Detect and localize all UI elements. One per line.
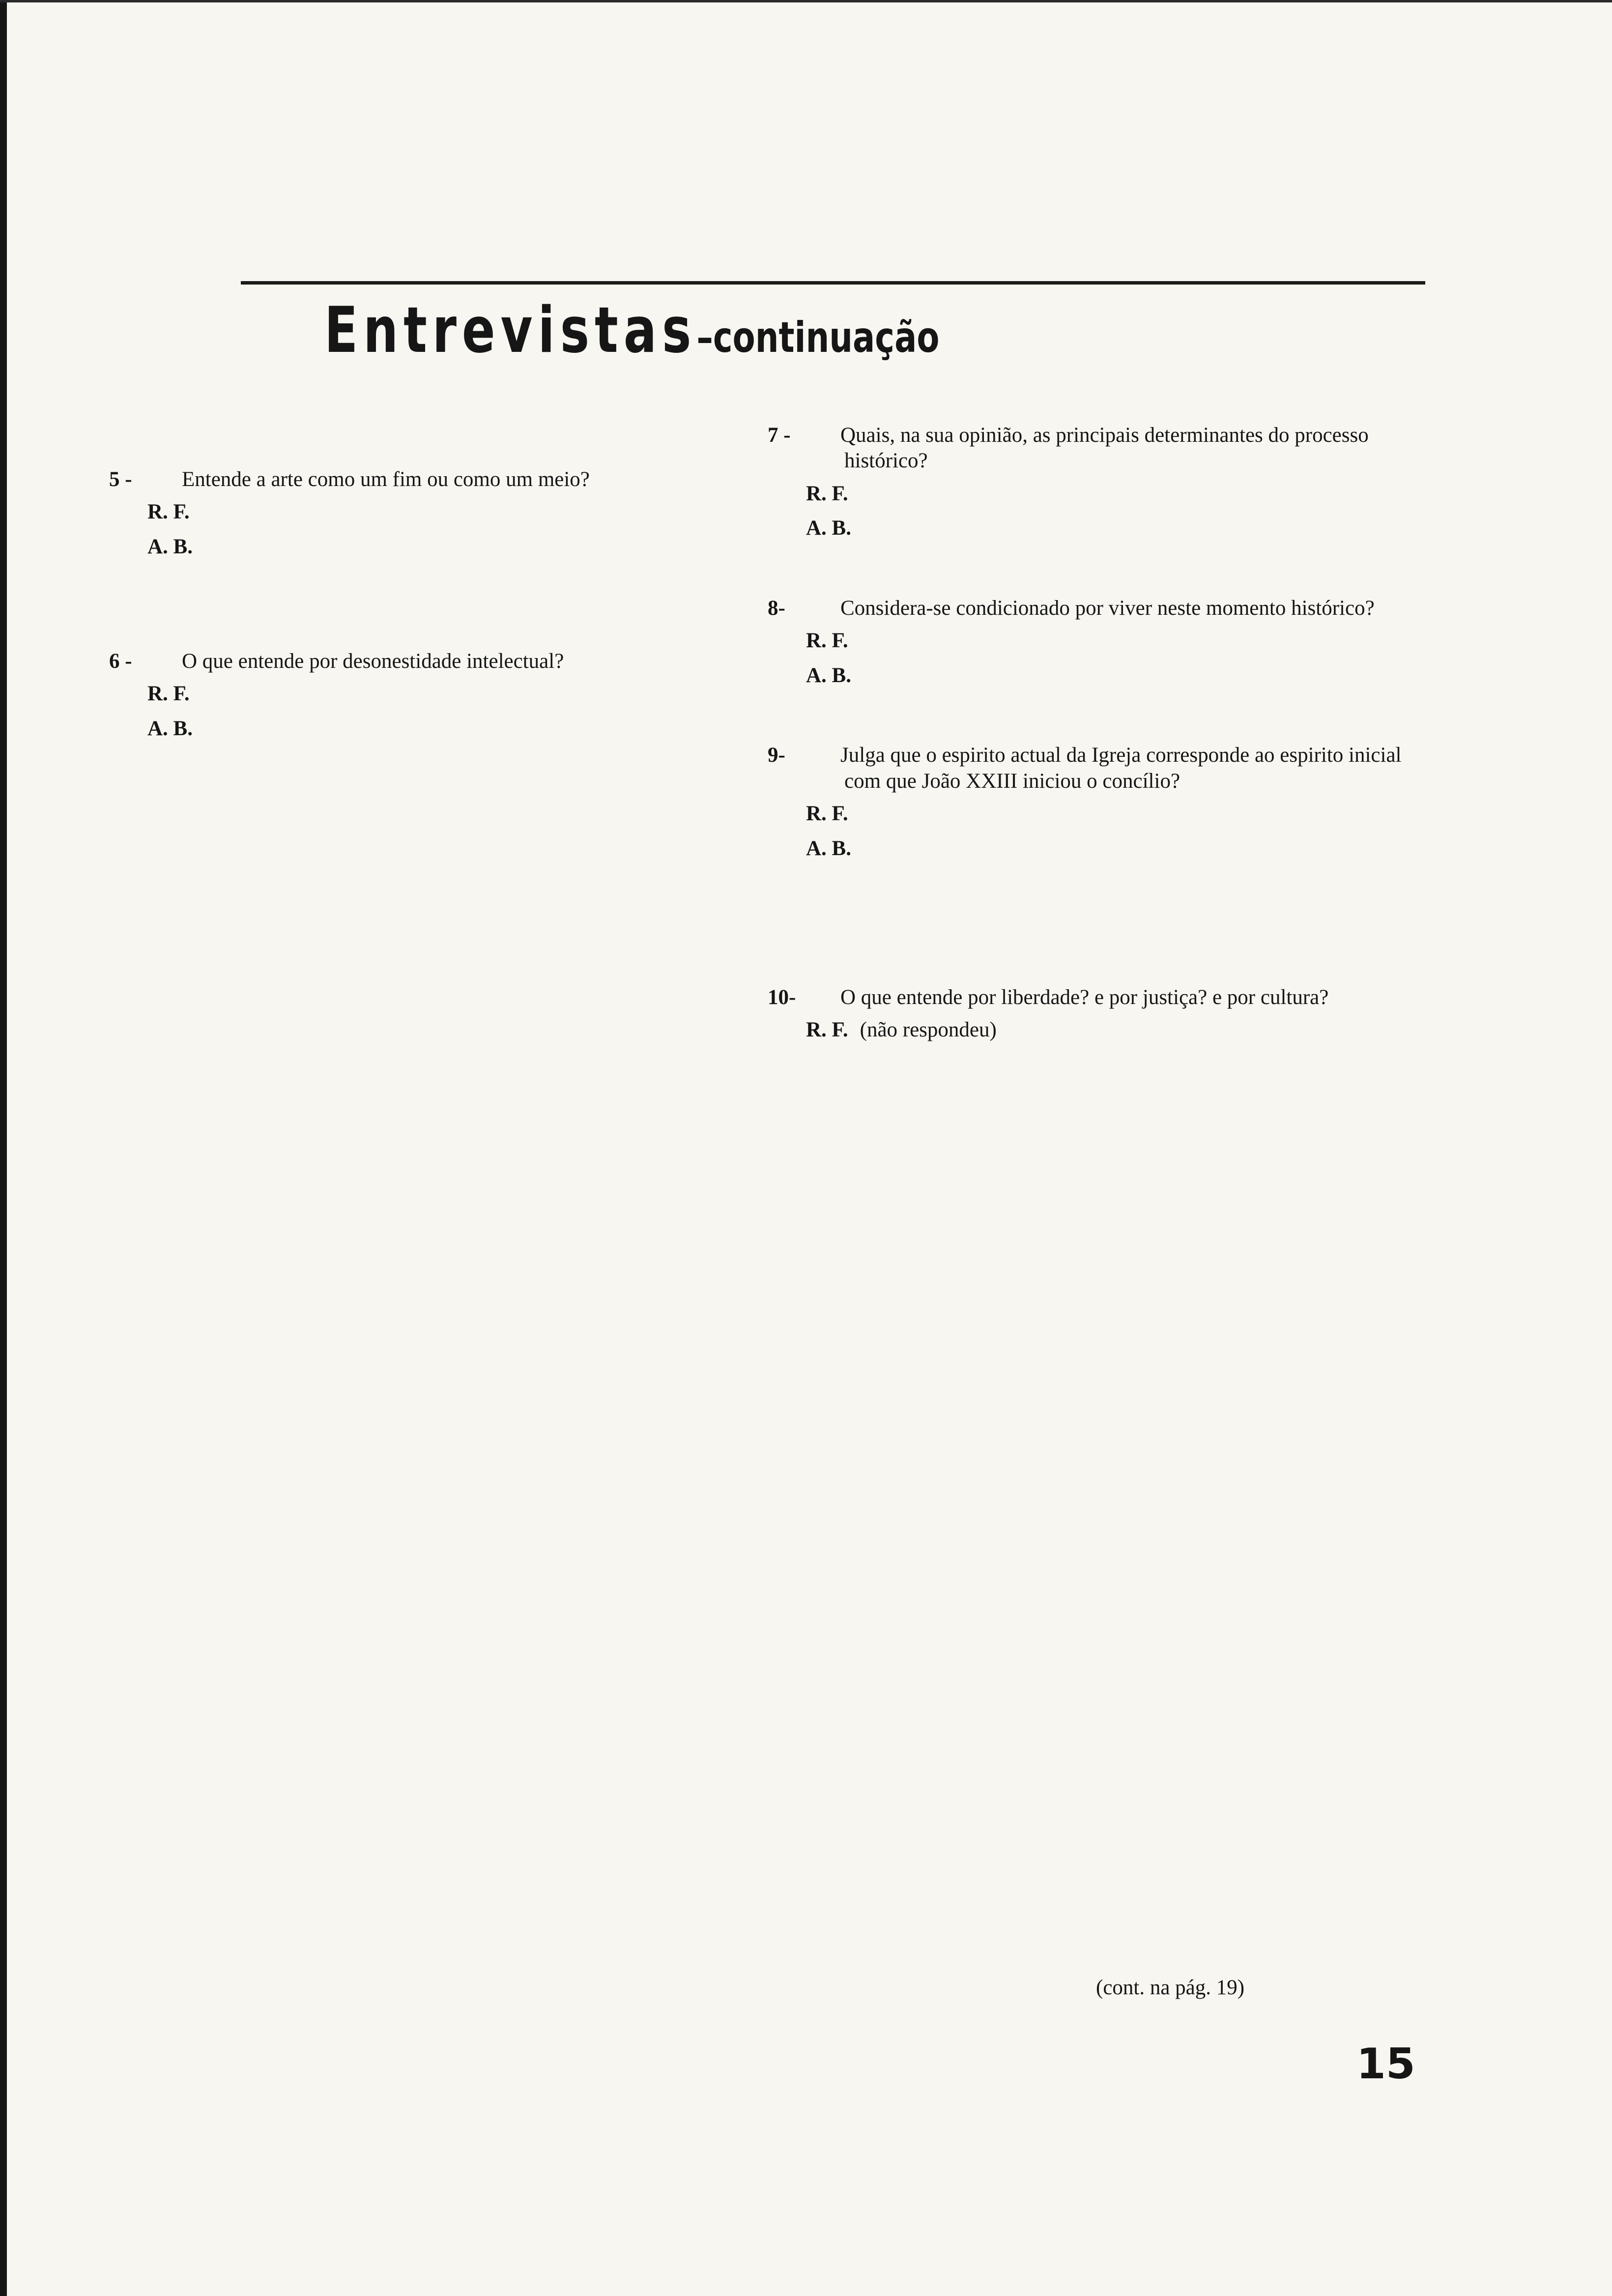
left-column (109, 413, 757, 796)
scan-edge (0, 0, 7, 2296)
question (768, 743, 1415, 794)
question-text: Julga que o espirito actual da Igreja corresponde ao espirito inicial com que João XXIII iniciou o concílio? (840, 744, 1402, 793)
question (768, 985, 1415, 1010)
speaker-initials: R. F. (147, 682, 190, 706)
question-block-8 (768, 596, 1415, 689)
question (768, 423, 1415, 474)
speaker-initials: A. B. (806, 517, 851, 540)
question (768, 596, 1415, 621)
answer (806, 801, 1415, 827)
speaker-initials: R. F. (806, 1018, 848, 1042)
answer (147, 534, 757, 560)
question-number: 10- (768, 985, 796, 1009)
answer (806, 905, 1415, 930)
question-block-7 (768, 423, 1415, 542)
question-text: Entende a arte como um fim ou como um meio? (182, 468, 590, 491)
speaker-initials: A. B. (147, 717, 193, 740)
question-number: 7 - (768, 424, 791, 447)
masthead-title: Entrevistas (324, 294, 697, 367)
answer (806, 836, 1415, 861)
question-text: Quais, na sua opinião, as principais determinantes do processo histórico? (840, 424, 1369, 473)
question-block-10 (768, 985, 1415, 1043)
answer (806, 1017, 1415, 1043)
answer (806, 870, 1415, 896)
question-number: 9- (768, 744, 785, 767)
question-block-5 (109, 467, 757, 595)
speaker-initials: R. F. (806, 629, 848, 653)
answer (147, 681, 757, 707)
speaker-initials: A. B. (147, 535, 193, 558)
question (109, 467, 757, 492)
answer (806, 628, 1415, 654)
question-number: 5 - (109, 468, 132, 491)
scan-edge-top (0, 0, 1612, 2)
answer (806, 481, 1415, 507)
question-block-9 (768, 743, 1415, 931)
right-column (768, 423, 1415, 1097)
speaker-initials: R. F. (806, 802, 848, 826)
speaker-initials: A. B. (806, 836, 851, 860)
speaker-initials: R. F. (806, 482, 848, 505)
question (109, 649, 757, 674)
continuation-note: (cont. na pág. 19) (1096, 1976, 1245, 1999)
answer (147, 499, 757, 525)
speaker-initials: A. B. (806, 663, 851, 687)
answer (147, 716, 757, 742)
speaker-initials: R. F. (147, 500, 190, 524)
question-number: 8- (768, 596, 785, 620)
question-text: O que entende por liberdade? e por justiça? e por cultura? (840, 985, 1329, 1009)
question-text: O que entende por desonestidade intelectual? (182, 649, 564, 673)
section-masthead (324, 294, 939, 367)
masthead-subtitle: –continuação (696, 313, 940, 362)
page-number: 15 (1356, 2039, 1415, 2089)
question-number: 6 - (109, 649, 132, 673)
question-text: Considera-se condicionado por viver neste momento histórico? (840, 596, 1375, 620)
answer (806, 516, 1415, 541)
answer (147, 569, 757, 594)
answer (806, 663, 1415, 689)
question-block-6 (109, 649, 757, 742)
header-rule (241, 281, 1425, 285)
answer-text: (não respondeu) (860, 1018, 997, 1042)
